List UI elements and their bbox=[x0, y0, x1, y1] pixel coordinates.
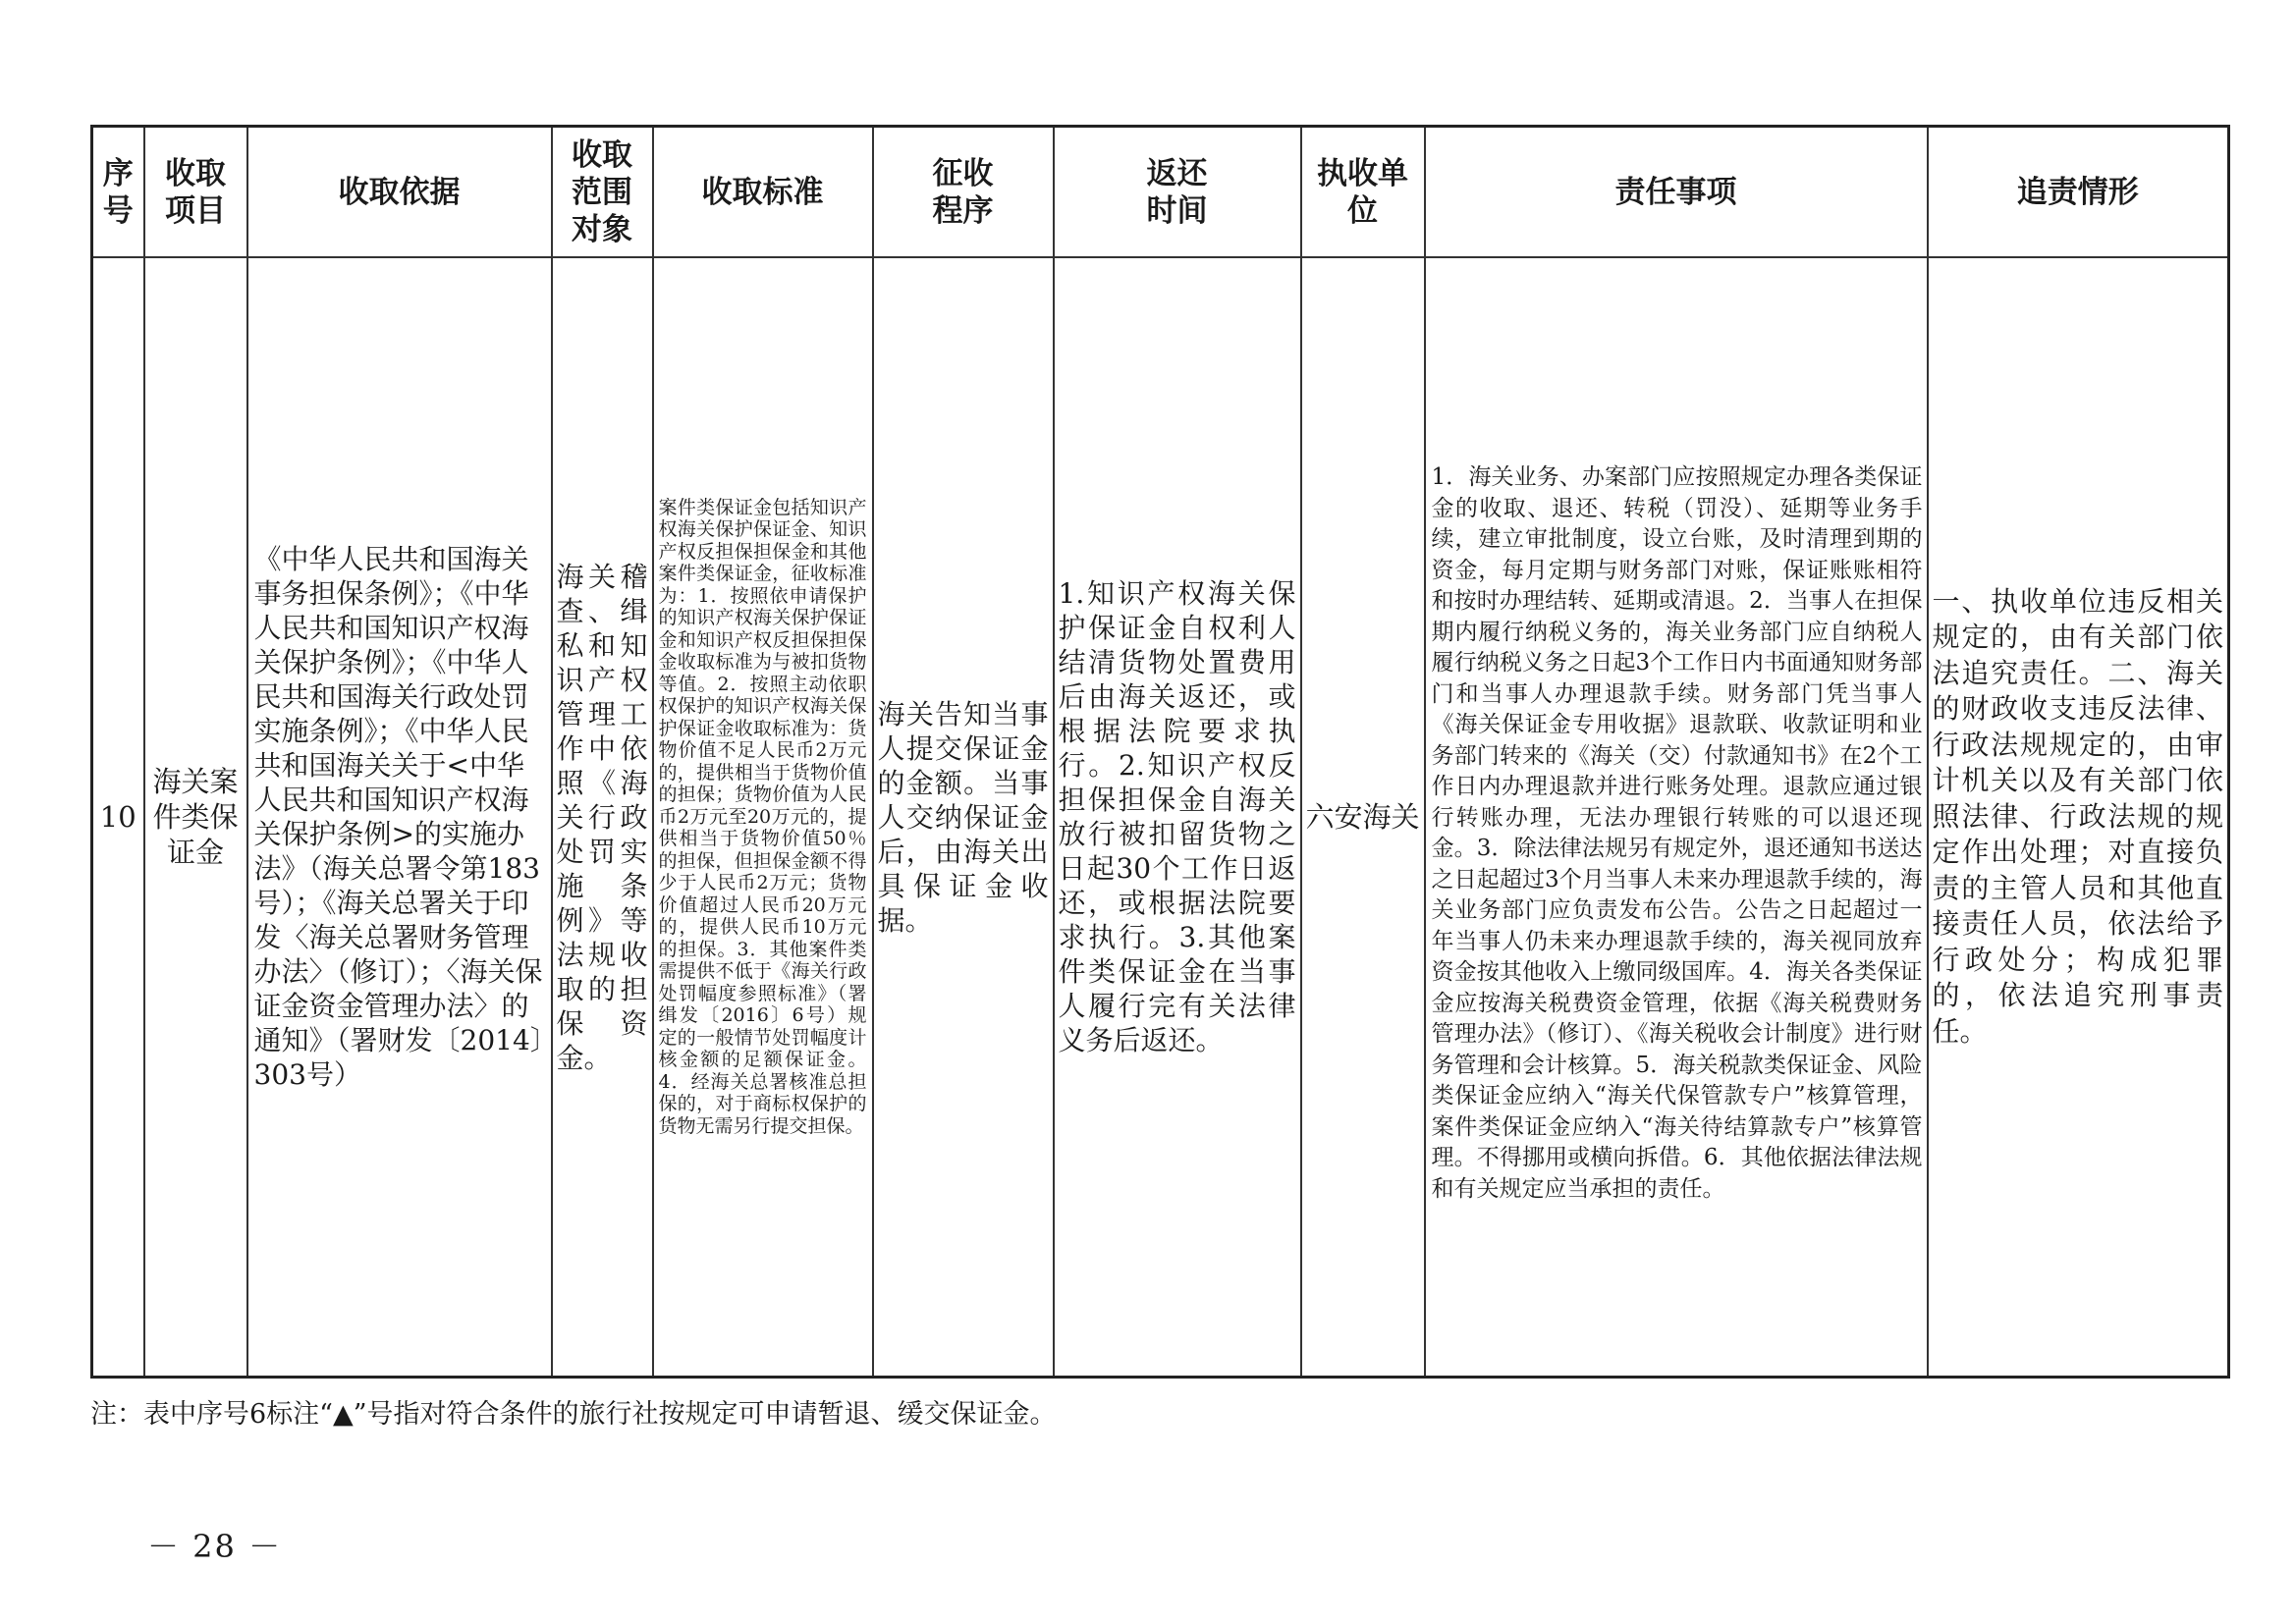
row-unit: 六安海关 bbox=[1301, 257, 1425, 1378]
row-procedure: 海关告知当事人提交保证金的金额。当事人交纳保证金后，由海关出具保证金收据。 bbox=[873, 257, 1054, 1378]
row-accountability: 一、执收单位违反相关规定的，由有关部门依法追究责任。二、海关的财政收支违反法律、行政法规规定的，由审计机关以及有关部门依照法律、行政法规的规定作出处理；对直接负责的主管人员和其他直接责任人员，依法给予行政处分；构成犯罪的，依法追究刑事责任。 bbox=[1928, 257, 2229, 1378]
header-accountability: 追责情形 bbox=[1928, 127, 2229, 258]
table-row bbox=[92, 257, 2229, 1378]
row-responsibility: 1．海关业务、办案部门应按照规定办理各类保证金的收取、退还、转税（罚没）、延期等业务手续，建立审批制度，设立台账，及时清理到期的资金，每月定期与财务部门对账，保证账账相符和按时办理结转、延期或清退。2．当事人在担保期内履行纳税义务的，海关业务部门应自纳税人履行纳税义务之日起3个工作日内书面通知财务部门和当事人办理退款手续。财务部门凭当事人《海关保证金专用收据》退款联、收款证明和业务部门转来的《海关（交）付款通知书》在2个工作日内办理退款并进行账务处理。退款应通过银行转账办理，无法办理银行转账的可以退还现金。3．除法律法规另有规定外，退还通知书送达之日起超过3个月当事人未来办理退款手续的，海关业务部门应负责发布公告。公告之日起超过一年当事人仍未来办理退款手续的，海关视同放弃资金按其他收入上缴同级国库。4．海关各类保证金应按海关税费资金管理，依据《海关税费财务管理办法》（修订）、《海关税收会计制度》进行财务管理和会计核算。5．海关税款类保证金、风险类保证金应纳入“海关代保管款专户”核算管理，案件类保证金应纳入“海关待结算款专户”核算管理。不得挪用或横向拆借。6．其他依据法律法规和有关规定应当承担的责任。 bbox=[1425, 257, 1928, 1378]
header-basis: 收取依据 bbox=[247, 127, 552, 258]
header-scope: 收取 范围 对象 bbox=[552, 127, 653, 258]
header-unit: 执收单 位 bbox=[1301, 127, 1425, 258]
row-standard: 案件类保证金包括知识产权海关保护保证金、知识产权反担保担保金和其他案件类保证金，征收标准为：1．按照依申请保护的知识产权海关保护保证金和知识产权反担保担保金收取标准为与被扣货物等值。2．按照主动依职权保护的知识产权海关保护保证金收取标准为：货物价值不足人民币2万元的，提供相当于货物价值的担保；货物价值为人民币2万元至20万元的，提供相当于货物价值50％的担保，但担保金额不得少于人民币2万元；货物价值超过人民币20万元的，提供人民币10万元的担保。3．其他案件类需提供不低于《海关行政处罚幅度参照标准》（署缉发〔2016〕6号）规定的一般情节处罚幅度计核金额的足额保证金。4．经海关总署核准总担保的，对于商标权保护的货物无需另行提交担保。 bbox=[653, 257, 873, 1378]
header-return-time: 返还 时间 bbox=[1054, 127, 1301, 258]
row-scope: 海关稽查、缉私和知识产权管理工作中依照《海关行政处罚实施条例》等法规收取的担保资金。 bbox=[552, 257, 653, 1378]
header-procedure: 征收 程序 bbox=[873, 127, 1054, 258]
header-no: 序 号 bbox=[92, 127, 144, 258]
row-project: 海关案件类保证金 bbox=[144, 257, 247, 1378]
row-no: 10 bbox=[92, 257, 144, 1378]
row-return-time: 1.知识产权海关保护保证金自权利人结清货物处置费用后由海关返还，或根据法院要求执行。2.知识产权反担保担保金自海关放行被扣留货物之日起30个工作日返还，或根据法院要求执行。3.其他案件类保证金在当事人履行完有关法律义务后返还。 bbox=[1054, 257, 1301, 1378]
header-standard: 收取标准 bbox=[653, 127, 873, 258]
header-row bbox=[92, 127, 2229, 258]
header-project: 收取 项目 bbox=[144, 127, 247, 258]
footnote: 注：表中序号6标注“▲”号指对符合条件的旅行社按规定可申请暂退、缓交保证金。 bbox=[90, 1399, 1057, 1430]
header-responsibility: 责任事项 bbox=[1425, 127, 1928, 258]
row-basis: 《中华人民共和国海关事务担保条例》；《中华人民共和国知识产权海关保护条例》；《中华人民共和国海关行政处罚实施条例》；《中华人民共和国海关关于<中华人民共和国知识产权海关保护条例>的实施办法》（海关总署令第183号）；《海关总署关于印发〈海关总署财务管理办法〉（修订）；〈海关保证金资金管理办法〉的通知》（署财发〔2014〕303号） bbox=[247, 257, 552, 1378]
fee-table bbox=[90, 125, 2230, 1379]
page-number: － 28 － bbox=[147, 1528, 283, 1565]
